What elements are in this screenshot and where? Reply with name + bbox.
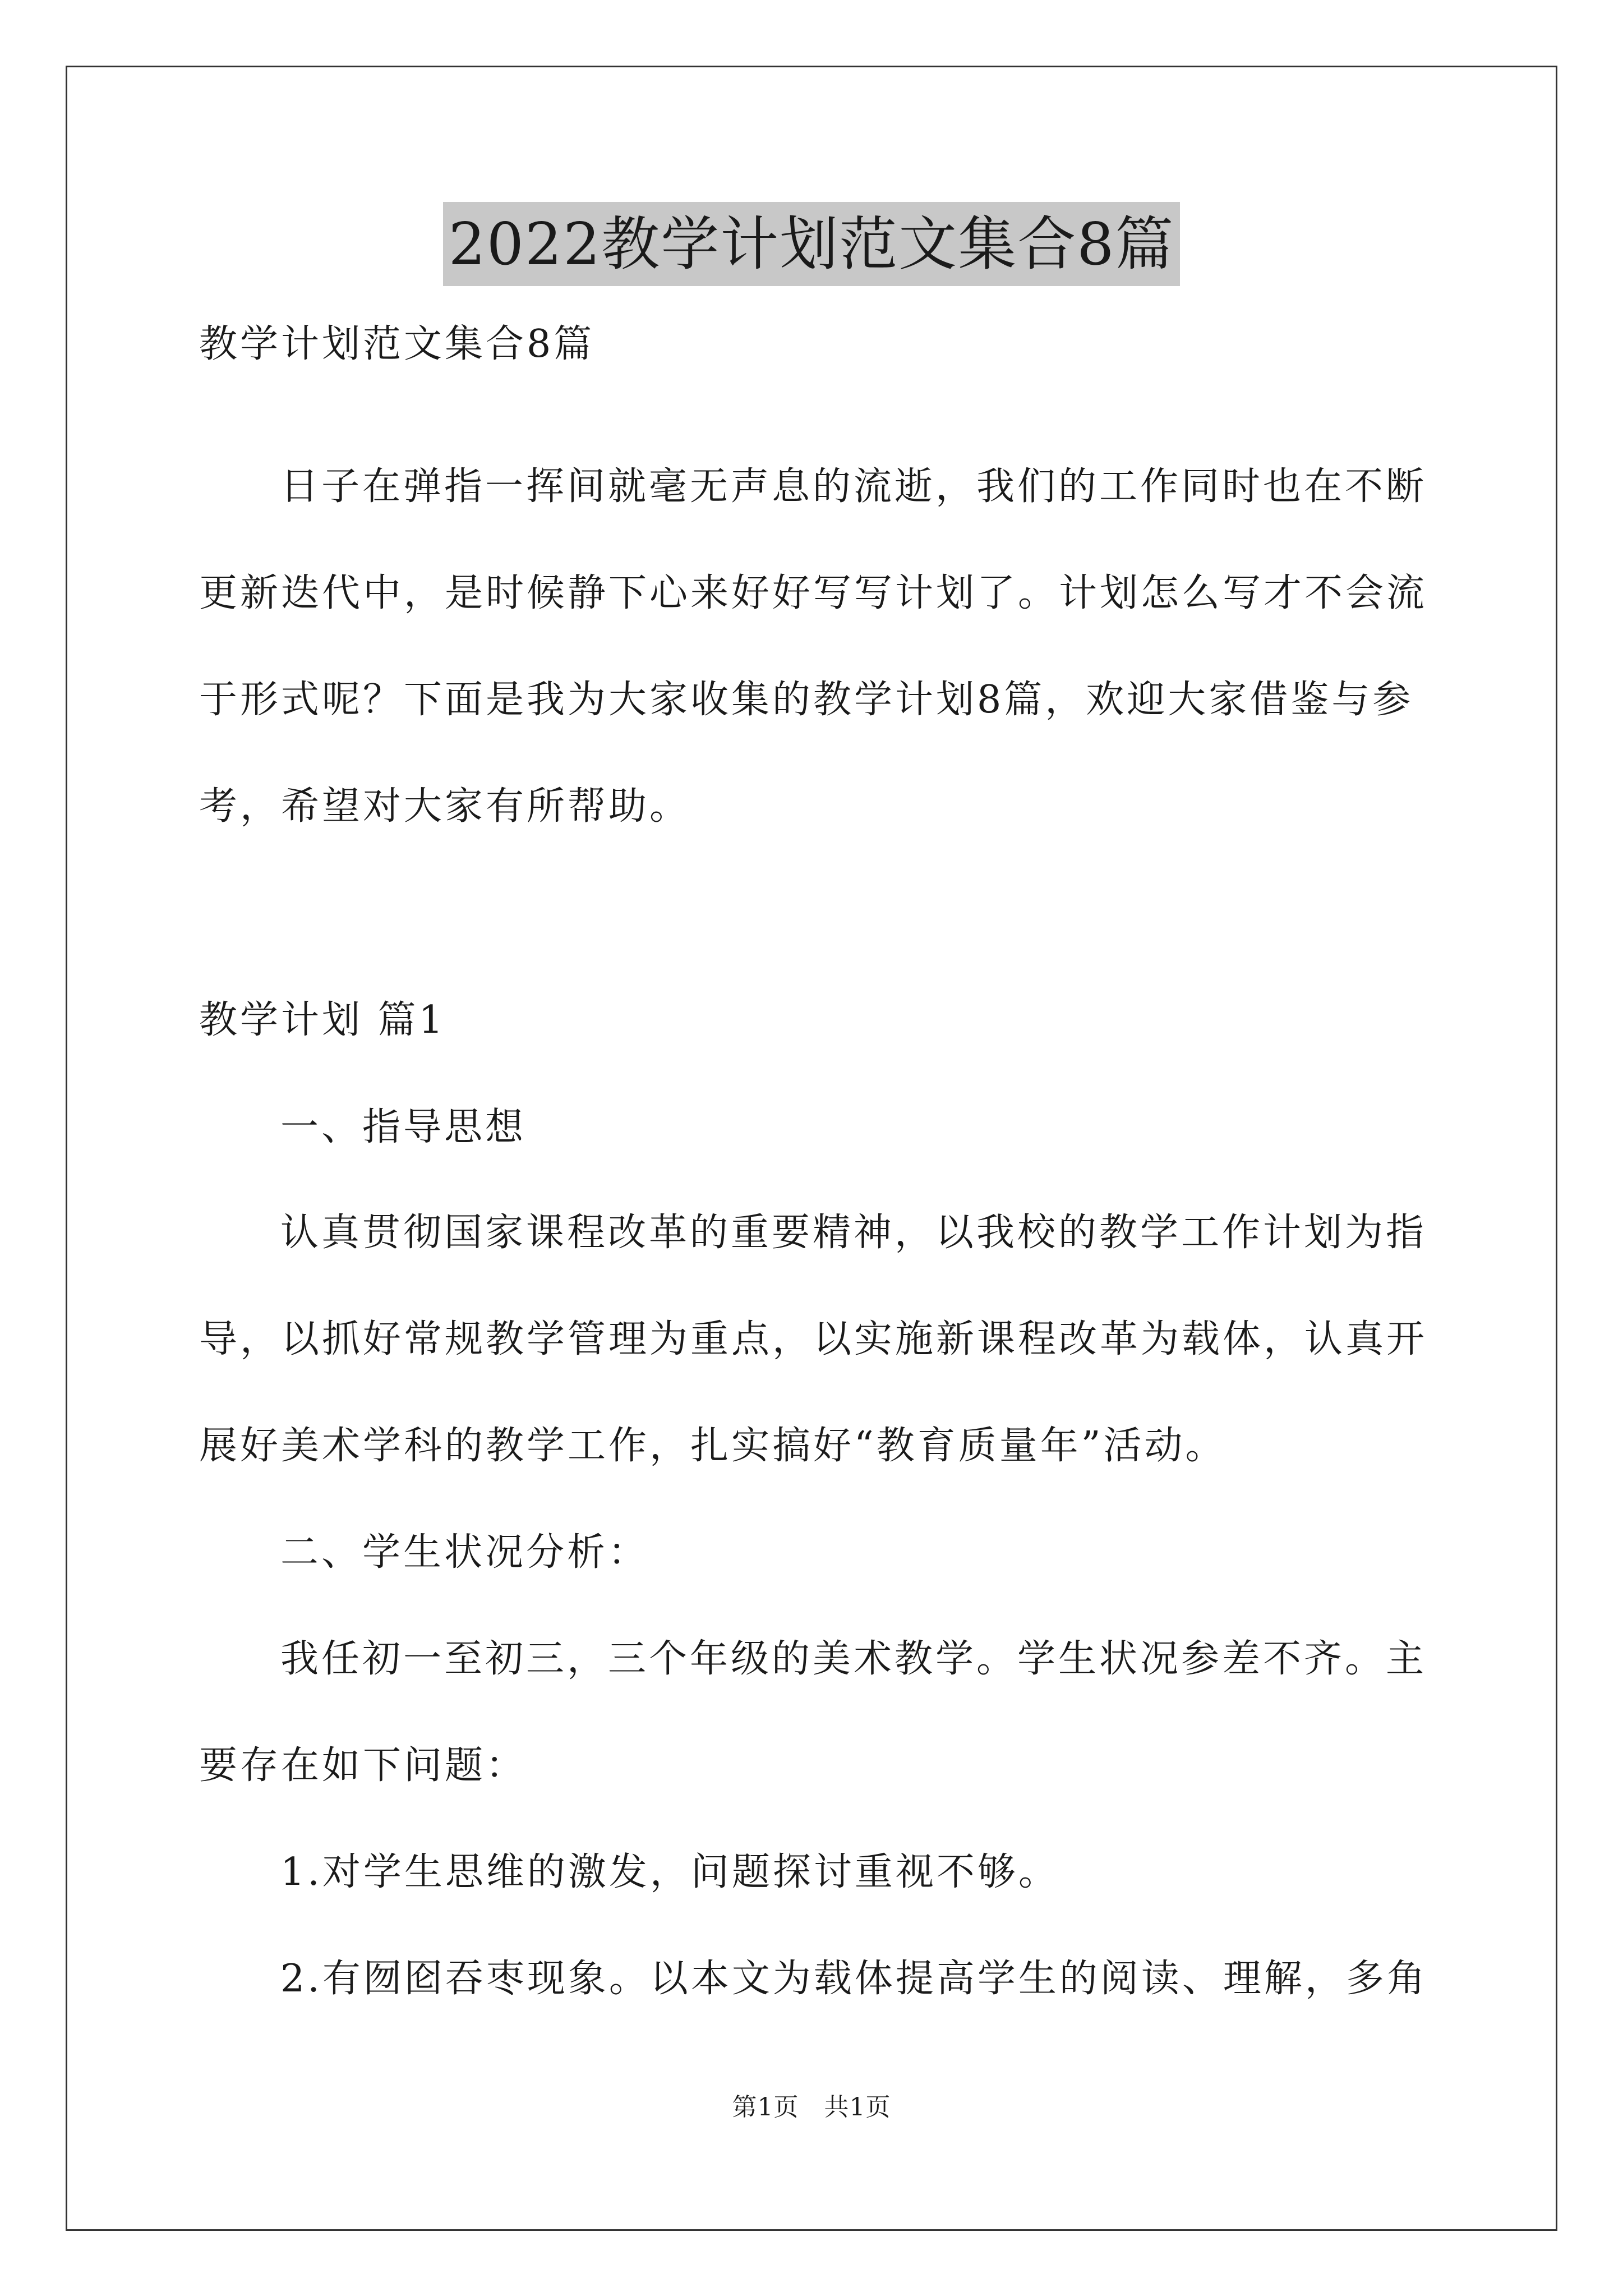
body-line: 考，希望对大家有所帮助。 <box>199 784 691 829</box>
body-line: 我任初一至初三，三个年级的美术教学。学生状况参差不齐。主 <box>280 1637 1427 1681</box>
list-item: 1.对学生思维的激发，问题探讨重视不够。 <box>280 1850 1059 1894</box>
body-line: 教学计划范文集合8篇 <box>199 322 595 366</box>
subheading: 一、指导思想 <box>280 1105 527 1149</box>
page-number: 第1页 <box>732 2093 799 2122</box>
total-pages: 共1页 <box>824 2093 891 2122</box>
page-footer <box>0 2091 1623 2124</box>
section-heading: 教学计划 篇1 <box>199 998 446 1042</box>
body-line: 认真贯彻国家课程改革的重要精神，以我校的教学工作计划为指 <box>280 1211 1427 1255</box>
subheading: 二、学生状况分析： <box>280 1530 649 1575</box>
title-container <box>0 202 1623 286</box>
document-title: 2022教学计划范文集合8篇 <box>443 202 1181 286</box>
body-line: 展好美术学科的教学工作，扎实搞好“教育质量年”活动。 <box>199 1424 1227 1468</box>
body-line: 更新迭代中，是时候静下心来好好写写计划了。计划怎么写才不会流 <box>199 571 1428 615</box>
body-line: 于形式呢？下面是我为大家收集的教学计划8篇，欢迎大家借鉴与参 <box>199 678 1414 722</box>
body-line: 日子在弹指一挥间就毫无声息的流逝，我们的工作同时也在不断 <box>280 464 1427 509</box>
body-line: 导，以抓好常规教学管理为重点，以实施新课程改革为载体，认真开 <box>199 1317 1428 1361</box>
body-line: 要存在如下问题： <box>199 1743 527 1788</box>
list-item: 2.有囫囵吞枣现象。以本文为载体提高学生的阅读、理解，多角 <box>280 1957 1428 2001</box>
